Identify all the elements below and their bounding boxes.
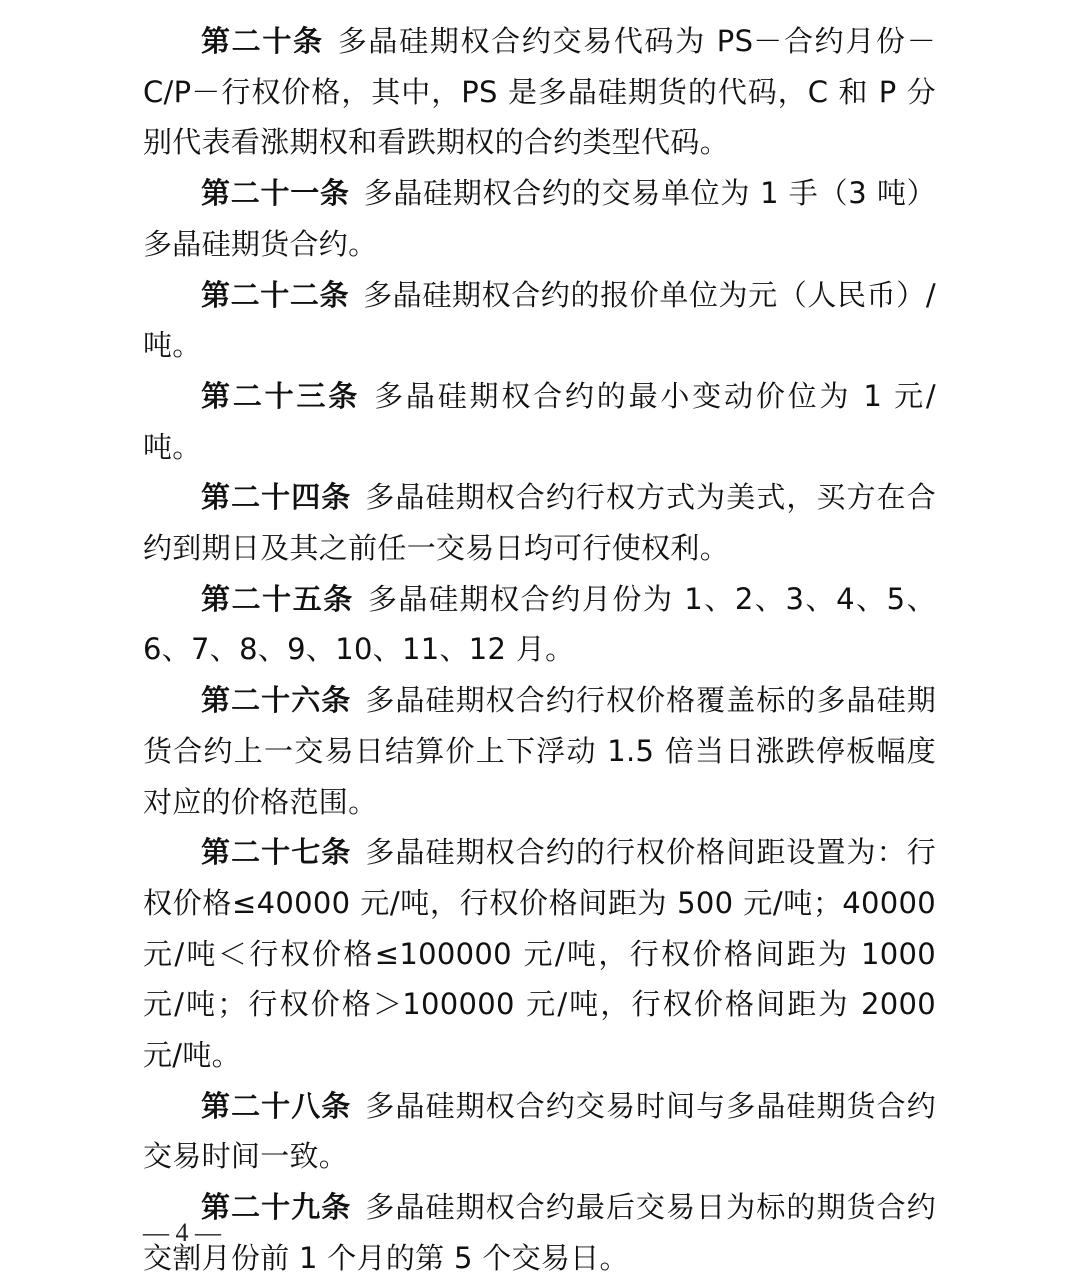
article-29 <box>143 1182 936 1283</box>
article-text: 多晶硅期权合约行权价格覆盖标的多晶硅期货合约上一交易日结算价上下浮动 1.5 倍当日涨跌停板幅度对应的价格范围。 <box>143 683 936 819</box>
article-text: 多晶硅期权合约最后交易日为标的期货合约交割月份前 1 个月的第 5 个交易日。 <box>143 1190 936 1275</box>
article-24 <box>143 472 936 573</box>
article-22 <box>143 270 936 371</box>
article-23 <box>143 371 936 472</box>
article-text: 多晶硅期权合约行权方式为美式，买方在合约到期日及其之前任一交易日均可行使权利。 <box>143 480 936 566</box>
page-number: — 4 — <box>143 1218 221 1247</box>
article-number: 第二十二条 <box>201 277 350 312</box>
article-number: 第二十七条 <box>201 835 352 870</box>
article-26 <box>143 675 936 827</box>
article-27 <box>143 827 936 1081</box>
article-28 <box>143 1081 936 1182</box>
article-text: 多晶硅期权合约交易时间与多晶硅期货合约交易时间一致。 <box>143 1088 936 1174</box>
article-number: 第二十四条 <box>201 480 352 515</box>
article-21 <box>143 168 936 269</box>
article-number: 第二十八条 <box>201 1088 352 1123</box>
article-text: 多晶硅期权合约月份为 1、2、3、4、5、6、7、8、9、10、11、12 月。 <box>143 581 936 667</box>
article-25 <box>143 574 936 675</box>
article-text: 多晶硅期权合约的交易单位为 1 手（3 吨）多晶硅期货合约。 <box>143 176 936 261</box>
article-text: 多晶硅期权合约交易代码为 PS－合约月份－C/P－行权价格，其中，PS 是多晶硅期货的代码，C 和 P 分别代表看涨期权和看跌期权的合约类型代码。 <box>143 24 937 160</box>
article-number: 第二十六条 <box>201 683 352 718</box>
article-number: 第二十三条 <box>201 378 361 413</box>
article-number: 第二十一条 <box>201 176 350 211</box>
article-number: 第二十五条 <box>201 581 354 616</box>
article-text: 多晶硅期权合约的最小变动价位为 1 元/吨。 <box>143 378 936 464</box>
article-20 <box>143 16 936 168</box>
document-body <box>143 16 936 1284</box>
article-number: 第二十九条 <box>201 1190 352 1225</box>
article-text: 多晶硅期权合约的行权价格间距设置为：行权价格≤40000 元/吨，行权价格间距为 500 元/吨；40000 元/吨＜行权价格≤100000 元/吨，行权价格间距为 1000 元/吨；行权价格＞100000 元/吨，行权价格间距为 2000 元/吨。 <box>143 835 936 1073</box>
article-number: 第二十条 <box>201 24 324 58</box>
article-text: 多晶硅期权合约的报价单位为元（人民币）/吨。 <box>143 277 936 363</box>
